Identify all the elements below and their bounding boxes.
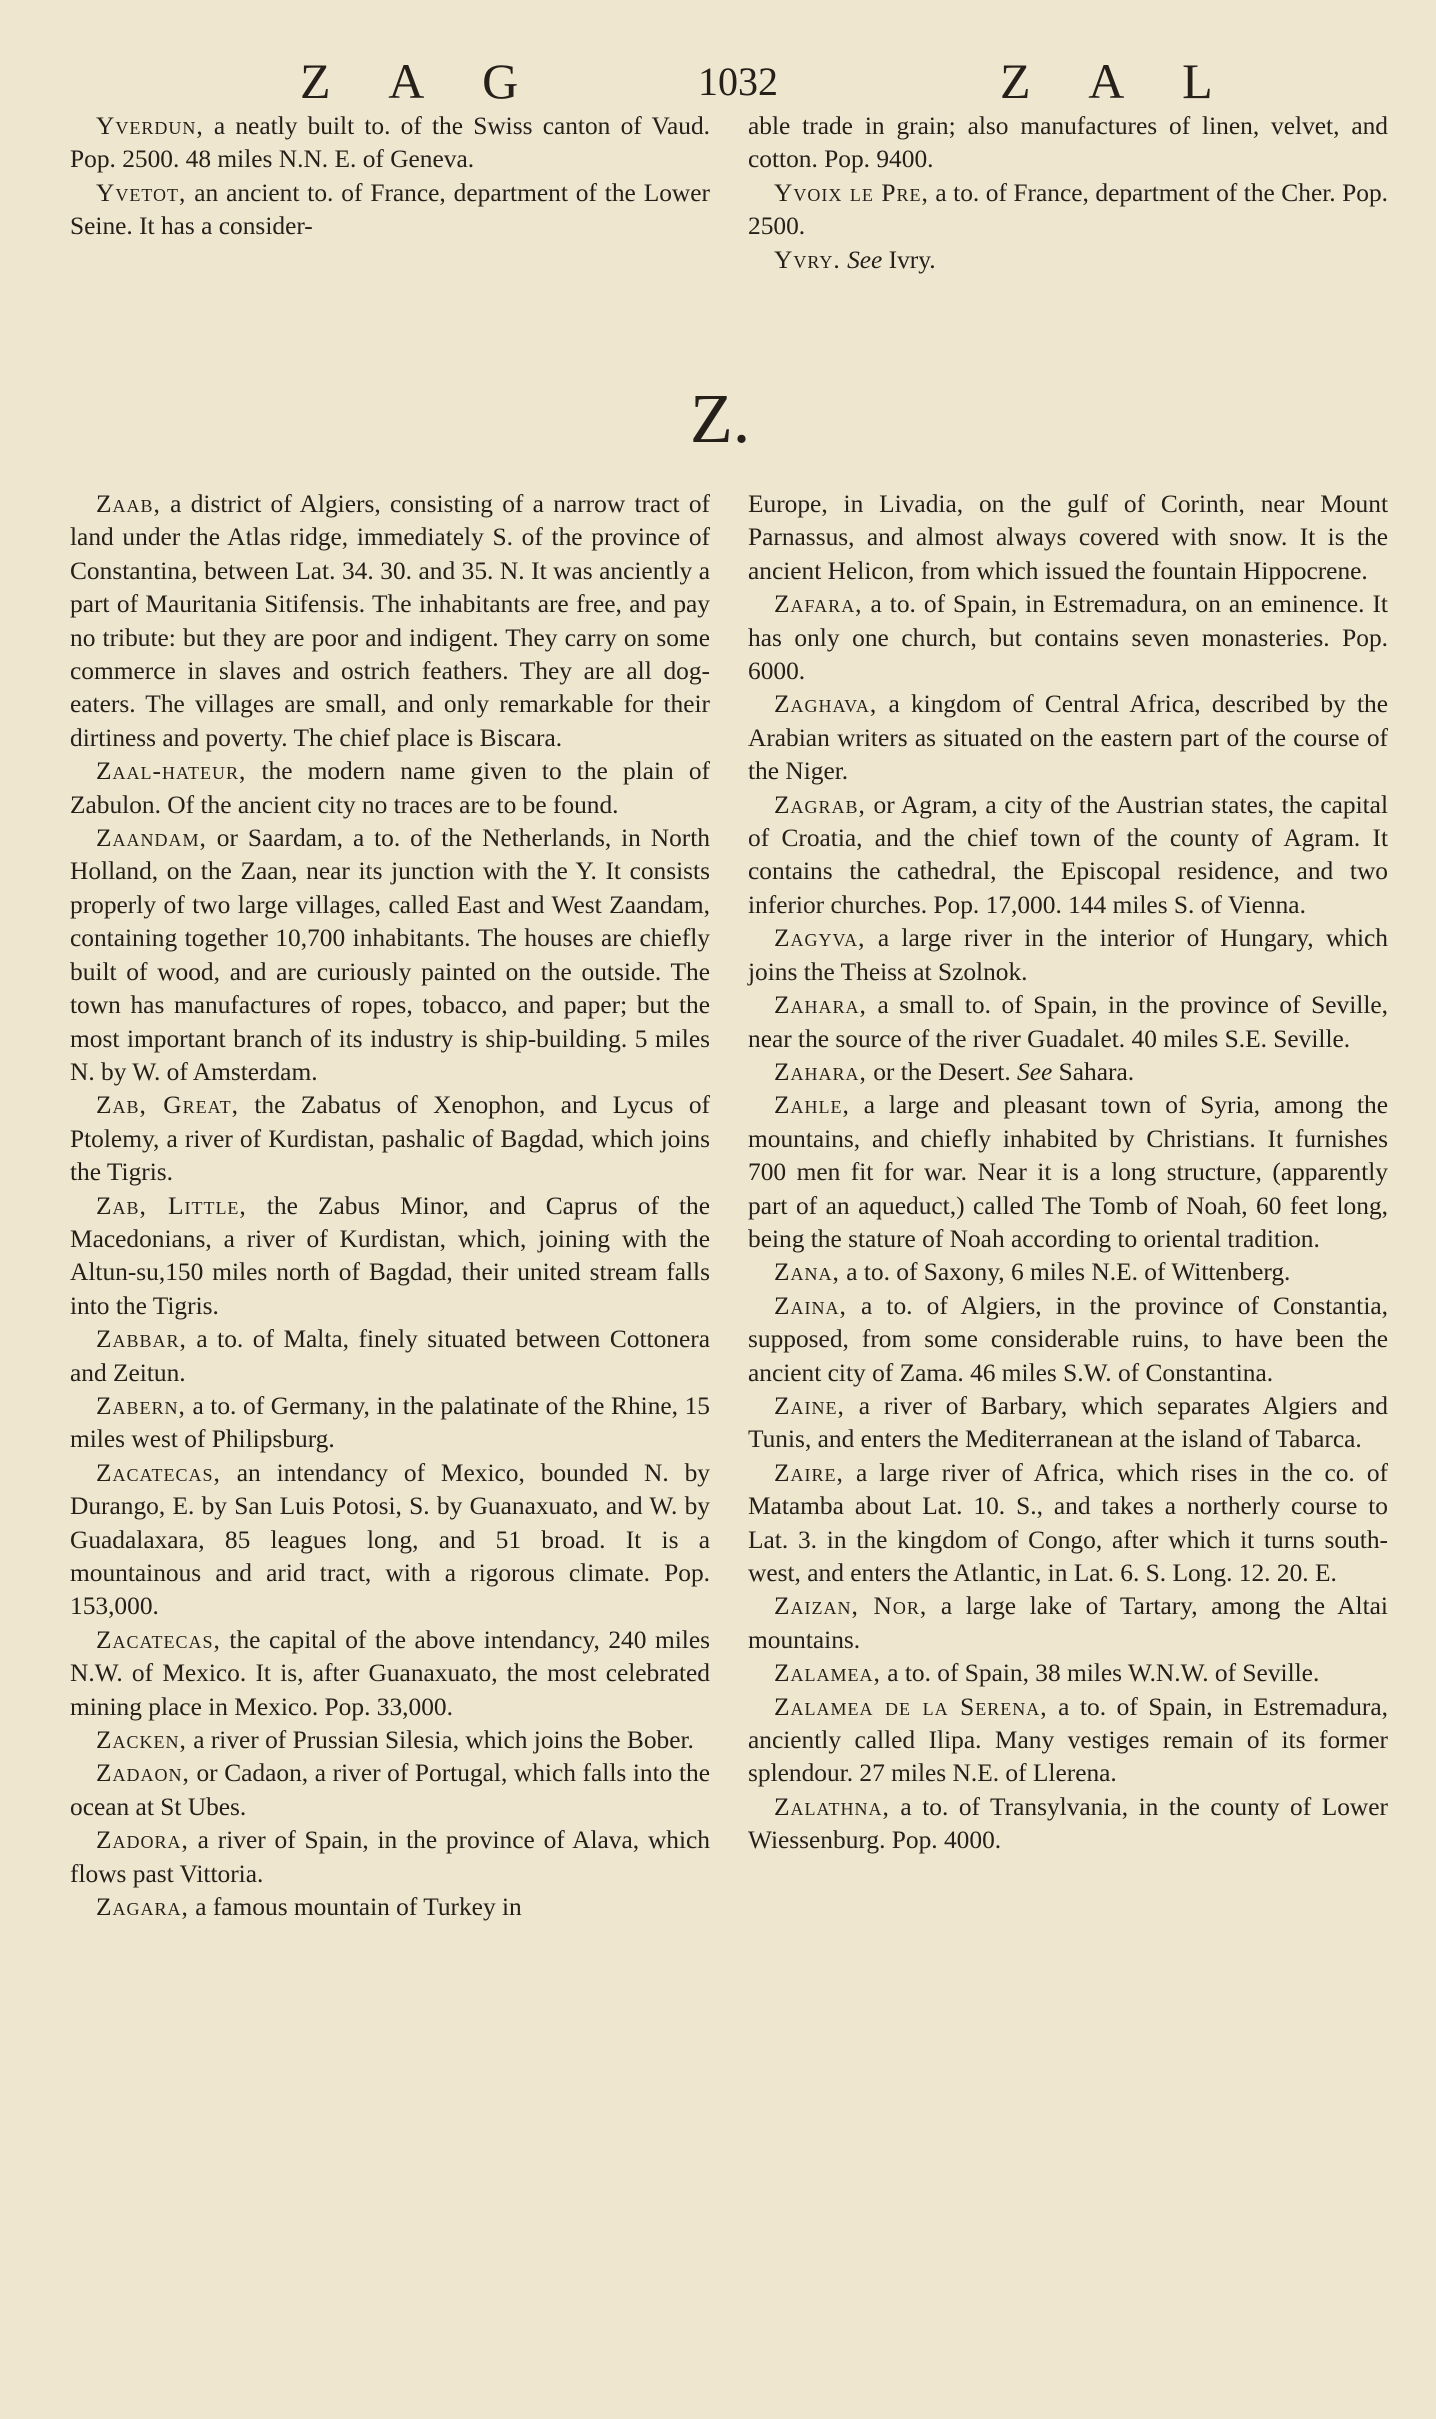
entry-text: a to. of Saxony, 6 miles N.E. of Wittenberg. [839, 1258, 1291, 1287]
entry-headword: Zaizan, Nor, [774, 1592, 928, 1621]
gazetteer-entry [70, 110, 710, 177]
gazetteer-entry [748, 488, 1388, 588]
entry-headword: Yvetot, [96, 178, 187, 207]
entry-headword: Yvry. [774, 245, 841, 274]
gazetteer-entry [70, 1190, 710, 1324]
entry-text: a to. of Malta, finely situated between Cottonera and Zeitun. [70, 1325, 710, 1387]
gazetteer-entry [748, 1691, 1388, 1791]
section-letter-heading: Z. [690, 381, 751, 458]
gazetteer-entry [748, 1457, 1388, 1591]
gazetteer-entry [70, 1457, 710, 1624]
entry-text: a river of Barbary, which separates Algiers and Tunis, and enters the Mediterranean at the island of Tabarca. [748, 1391, 1388, 1454]
top-left-column [70, 110, 710, 244]
gazetteer-entry [748, 989, 1388, 1056]
entry-headword: Zabbar, [96, 1325, 187, 1354]
entry-headword: Zadaon, [96, 1759, 190, 1788]
entry-text: a district of Algiers, consisting of a narrow tract of land under the Atlas ridge, immediately S. of the province of Constantina, between Lat. 34. 30. and 35. N. It was anciently a part of Mauritania Sitifensis. The inhabitants are free, and pay no tribute: but they are poor and indigent. They carry on some commerce in slaves and ostrich feathers. They are all dog-eaters. The villages are small, and only remarkable for their dirtiness and poverty. The chief place is Biscara. [70, 490, 710, 752]
entry-text: a to. of France, department of the Cher. Pop. 2500. [748, 178, 1388, 241]
entry-text: a to. of Spain, in Estremadura, anciently called Ilipa. Many vestiges remain of its former splendour. 27 miles N.E. of Llerena. [748, 1692, 1388, 1788]
gazetteer-entry [70, 177, 710, 244]
entry-headword: Yverdun, [96, 112, 204, 140]
right-column [748, 488, 1388, 1858]
entry-text: a to. of Spain, 38 miles W.N.W. of Seville. [880, 1659, 1320, 1688]
gazetteer-entry [70, 1089, 710, 1189]
entry-text: a large river in the interior of Hungary, which joins the Theiss at Szolnok. [748, 924, 1388, 986]
entry-headword: Zagyva, [774, 924, 866, 953]
entry-text: or the Desert. [866, 1057, 1018, 1086]
entry-text: a famous mountain of Turkey in [188, 1893, 522, 1922]
gazetteer-entry [748, 1657, 1388, 1690]
gazetteer-entry [748, 244, 1388, 277]
entry-text: the Zabus Minor, and Caprus of the Macedonians, a river of Kurdistan, which, joining with the Altun-su,150 miles north of Bagdad, their united stream falls into the Tigris. [70, 1191, 710, 1320]
entry-headword: Zacatecas, [96, 1458, 221, 1487]
entry-headword: Zahle, [774, 1091, 850, 1120]
entry-text: or Cadaon, a river of Portugal, which falls into the ocean at St Ubes. [70, 1759, 710, 1821]
entry-text: a small to. of Spain, in the province of Seville, near the source of the river Guadalet. 40 miles S.E. Seville. [748, 991, 1388, 1053]
entry-text: the capital of the above intendancy, 240 miles N.W. of Mexico. It is, after Guanaxuato, the most celebrated mining place in Mexico. Pop. 33,000. [70, 1625, 710, 1721]
entry-headword: Zalamea de la Serena, [774, 1692, 1048, 1721]
entry-headword: Zafara, [774, 590, 863, 619]
entry-headword: Zaghava, [774, 690, 878, 719]
gazetteer-entry [70, 1390, 710, 1457]
gazetteer-entry [70, 1824, 710, 1891]
entry-headword: Zaal-hateur, [96, 757, 247, 786]
gazetteer-entry [748, 1791, 1388, 1858]
gazetteer-entry [748, 1390, 1388, 1457]
gazetteer-entry [748, 177, 1388, 244]
gazetteer-entry [70, 1891, 710, 1924]
entry-text: able trade in grain; also manufactures of linen, velvet, and cotton. Pop. 9400. [748, 112, 1388, 174]
entry-text: a to. of Algiers, in the province of Constantia, supposed, from some considerable ruins, to have been the ancient city of Zama. 46 miles S.W. of Constantina. [748, 1291, 1388, 1387]
gazetteer-entry [748, 1590, 1388, 1657]
entry-text: an ancient to. of France, department of the Lower Seine. It has a consider- [70, 178, 710, 241]
entry-headword: Zaire, [774, 1458, 844, 1487]
entry-headword: Yvoix le Pre, [774, 178, 929, 207]
entry-text: or Saardam, a to. of the Netherlands, in North Holland, on the Zaan, near its junction with the Y. It consists properly of two large villages, called East and West Zaandam, containing together 10,700 inhabitants. The houses are chiefly built of wood, and are curiously painted on the outside. The town has manufactures of ropes, tobacco, and paper; but the most important branch of its industry is ship-building. 5 miles N. by W. of Amsterdam. [70, 824, 710, 1086]
gazetteer-entry [70, 822, 710, 1089]
cross-reference-target: Ivry. [882, 245, 936, 274]
entry-headword: Zaine, [774, 1391, 845, 1420]
entry-headword: Zagrab, [774, 790, 866, 819]
gazetteer-entry [748, 688, 1388, 788]
entry-text: a to. of Spain, in Estremadura, on an eminence. It has only one church, but contains seven monasteries. Pop. 6000. [748, 590, 1388, 686]
entry-headword: Zahara, [774, 991, 867, 1020]
entry-headword: Zalathna, [774, 1792, 890, 1821]
cross-reference-target: Sahara. [1052, 1057, 1135, 1086]
entry-headword: Zaab, [96, 490, 161, 518]
gazetteer-entry [70, 1624, 710, 1724]
gazetteer-entry [70, 755, 710, 822]
entry-headword: Zalamea, [774, 1659, 881, 1688]
cross-reference-see: See [847, 245, 883, 274]
entry-text: the Zabatus of Xenophon, and Lycus of Ptolemy, a river of Kurdistan, pashalic of Bagdad, which joins the Tigris. [70, 1091, 710, 1187]
gazetteer-entry [70, 1757, 710, 1824]
entry-headword: Zacken, [96, 1726, 187, 1755]
entry-text: the modern name given to the plain of Zabulon. Of the ancient city no traces are to be found. [70, 757, 710, 819]
entry-text: a river of Prussian Silesia, which joins the Bober. [186, 1726, 694, 1755]
entry-text: an intendancy of Mexico, bounded N. by Durango, E. by San Luis Potosi, S. by Guanaxuato, and W. by Guadalaxara, 85 leagues long, and 51 broad. It is a mountainous and arid tract, with a rigorous climate. Pop. 153,000. [70, 1458, 710, 1621]
header-left-guide-word: Z A G [300, 53, 543, 109]
entry-text: a large lake of Tartary, among the Altai mountains. [748, 1592, 1388, 1654]
left-column [70, 488, 710, 1924]
entry-text: or Agram, a city of the Austrian states, the capital of Croatia, and the chief town of the county of Agram. It contains the cathedral, the Episcopal residence, and two inferior churches. Pop. 17,000. 144 miles S. of Vienna. [748, 790, 1388, 919]
gazetteer-entry [748, 922, 1388, 989]
gazetteer-entry [748, 1290, 1388, 1390]
entry-headword: Zagara, [96, 1893, 189, 1922]
header-right-guide-word: Z A L [1000, 53, 1237, 109]
entry-text: a large river of Africa, which rises in the co. of Matamba about Lat. 10. S., and takes a northerly course to Lat. 3. in the kingdom of Congo, after which it turns south-west, and enters the Atlantic, in Lat. 6. S. Long. 12. 20. E. [748, 1458, 1388, 1587]
entry-text: a river of Spain, in the province of Alava, which flows past Vittoria. [70, 1826, 710, 1888]
gazetteer-entry [748, 588, 1388, 688]
entry-text: a to. of Transylvania, in the county of Lower Wiessenburg. Pop. 4000. [748, 1792, 1388, 1855]
entry-text: Europe, in Livadia, on the gulf of Corinth, near Mount Parnassus, and almost always covered with snow. It is the ancient Helicon, from which issued the fountain Hippocrene. [748, 490, 1388, 585]
entry-headword: Zaina, [774, 1291, 847, 1320]
entry-text: a neatly built to. of the Swiss canton of Vaud. Pop. 2500. 48 miles N.N. E. of Geneva. [70, 112, 710, 174]
entry-text: a to. of Germany, in the palatinate of the Rhine, 15 miles west of Philipsburg. [70, 1391, 710, 1454]
gazetteer-entry [748, 1089, 1388, 1256]
entry-headword: Zana, [774, 1258, 840, 1287]
cross-reference-see: See [1017, 1057, 1053, 1086]
gazetteer-entry [70, 1724, 710, 1757]
gazetteer-entry [748, 110, 1388, 177]
gazetteer-entry [70, 1323, 710, 1390]
entry-headword: Zadora, [96, 1826, 189, 1855]
page-number: 1032 [698, 59, 778, 104]
entry-text: a large and pleasant town of Syria, among the mountains, and chiefly inhabited by Christians. It furnishes 700 men fit for war. Near it is a long structure, (apparently part of an aqueduct,) called The Tomb of Noah, 60 feet long, being the stature of Noah according to oriental tradition. [748, 1091, 1388, 1253]
gazetteer-entry [748, 1256, 1388, 1289]
entry-headword: Zahara, [774, 1057, 867, 1086]
entry-text: a kingdom of Central Africa, described by the Arabian writers as situated on the eastern part of the course of the Niger. [748, 690, 1388, 786]
entry-headword: Zab, Great, [96, 1091, 239, 1120]
running-header [70, 52, 1390, 112]
entry-headword: Zab, Little, [96, 1191, 247, 1220]
gazetteer-entry [70, 488, 710, 755]
gazetteer-entry [748, 1056, 1388, 1089]
entry-headword: Zabern, [96, 1391, 186, 1420]
top-right-column [748, 110, 1388, 277]
entry-headword: Zaandam, [96, 824, 207, 853]
gazetteer-entry [748, 789, 1388, 923]
entry-headword: Zacatecas, [96, 1625, 221, 1654]
